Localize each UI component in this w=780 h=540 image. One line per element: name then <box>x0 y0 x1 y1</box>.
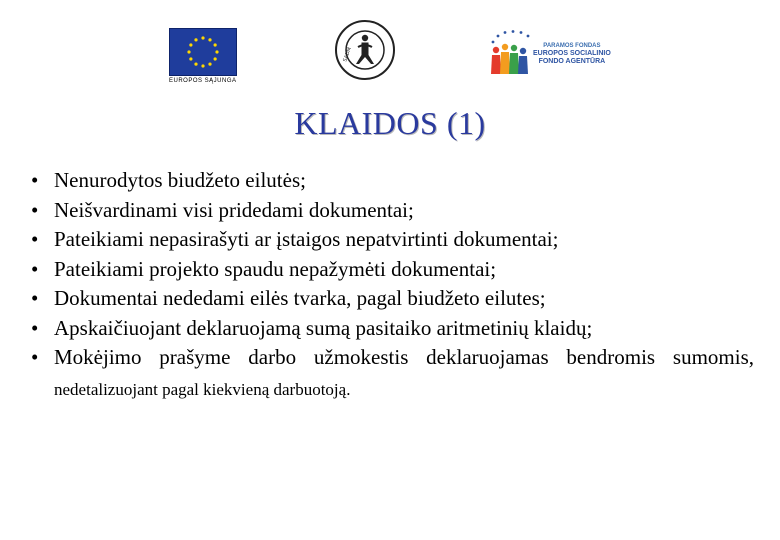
ministry-seal-logo <box>334 18 396 82</box>
list-item: • Pateikiami projekto spaudu nepažymėti dokumentai; <box>31 256 497 281</box>
star-icon <box>214 43 217 46</box>
eu-flag-icon <box>169 28 237 76</box>
star-icon <box>208 63 211 66</box>
star-icon <box>201 36 204 39</box>
list-item: • Pateikiami nepasirašyti ar įstaigos nepatvirtinti dokumentai; <box>31 227 559 251</box>
star-icon <box>214 57 217 60</box>
star-icon <box>208 38 211 41</box>
slide-title: KLAIDOS (1) <box>294 105 486 141</box>
star-icon <box>187 50 190 53</box>
star-icon <box>189 57 192 60</box>
star-icon <box>201 64 204 67</box>
esf-text: PARAMOS FONDAS EUROPOS SOCIALINIO FONDO AGENTŪRA <box>533 43 611 65</box>
esf-agency-logo <box>487 26 611 86</box>
logo-bar <box>0 0 780 100</box>
eu-logo <box>169 28 237 86</box>
list-item: • Dokumentai nededami eilės tvarka, pagal biudžeto eilutes; <box>31 286 546 310</box>
list-item: • Nenurodytos biudžeto eilutės; <box>31 168 306 192</box>
list-item: • Apskaičiuojant deklaruojamą sumą pasitaiko aritmetinių klaidų; <box>31 315 593 340</box>
list-item: • Mokėjimo prašyme darbo užmokestis deklaruojamas bendromis sumomis, nedetalizuojant pagal kiekvieną darbuotoją. <box>31 345 754 399</box>
eu-caption: EUROPOS SĄJUNGA <box>169 78 237 84</box>
svg-text:SADM: SADM <box>342 46 353 63</box>
star-icon <box>194 63 197 66</box>
list-item: • Neišvardinami visi pridedami dokumentai; <box>31 197 414 222</box>
star-icon <box>189 43 192 46</box>
error-list <box>28 166 754 404</box>
people-icon <box>487 30 537 76</box>
star-icon <box>194 38 197 41</box>
star-icon <box>215 50 218 53</box>
